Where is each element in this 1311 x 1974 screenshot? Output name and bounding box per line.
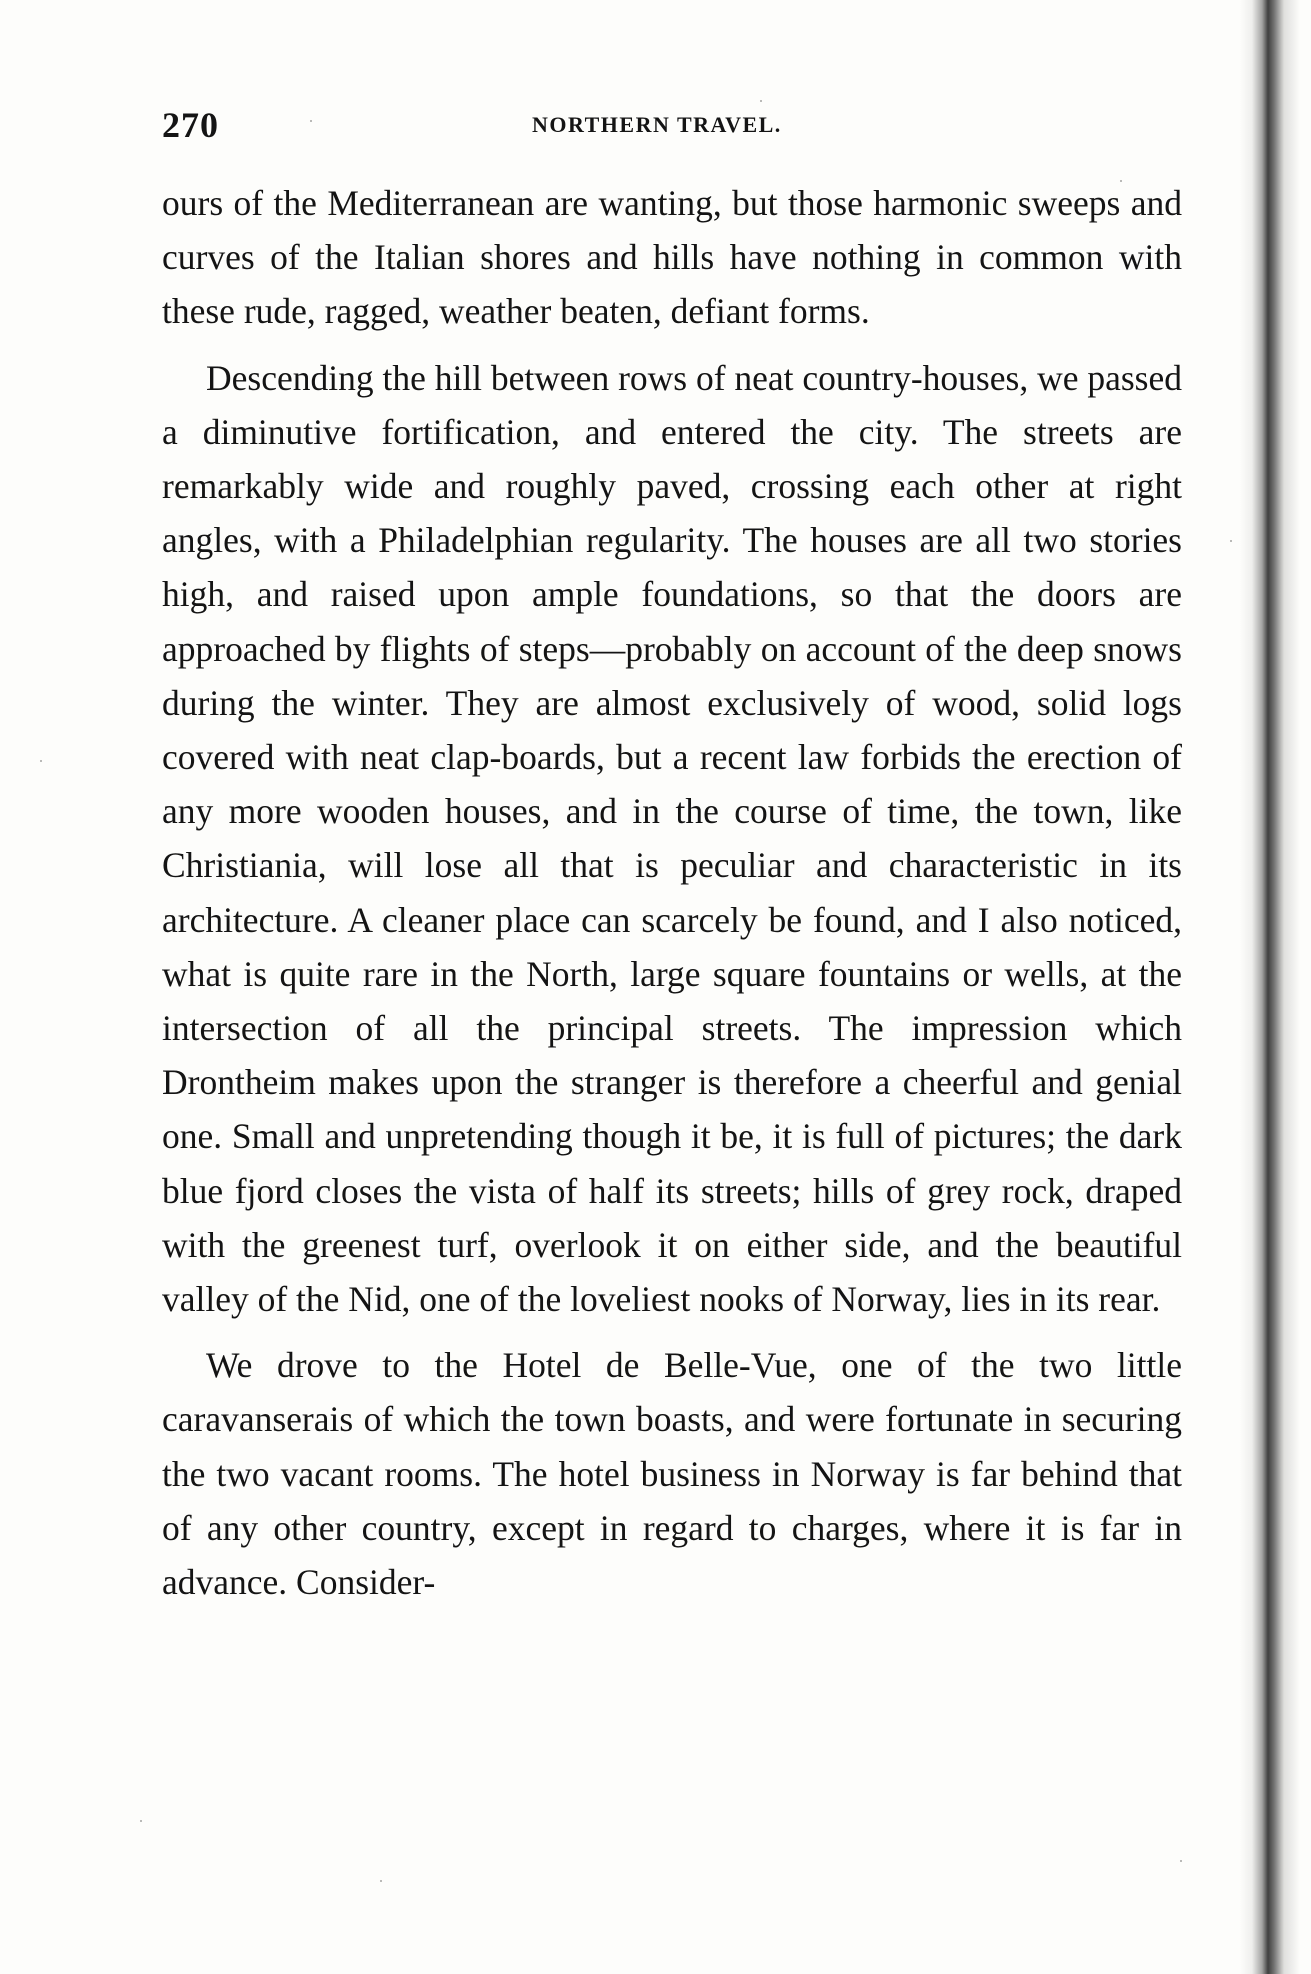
paper-speck — [1180, 1860, 1182, 1862]
paper-speck — [140, 1820, 142, 1822]
page-number: 270 — [162, 105, 219, 145]
paper-speck — [380, 1880, 382, 1882]
paper-speck — [760, 100, 762, 102]
paragraph-continued: ours of the Mediterranean are wanting, but those harmonic sweeps and curves of the Italian shores and hills have nothing in common with these rude, ragged, weather beaten, defiant forms. — [162, 183, 1182, 332]
paragraph-hotel: We drove to the Hotel de Belle-Vue, one of the two little caravanserais of which the town boasts, and were fortunate in securing the two vacant rooms. The hotel business in Norway is far behind that of any other country, except in regard to charges, where it is far in advance. Consider- — [162, 1345, 1182, 1603]
paper-speck — [310, 120, 312, 122]
body-text — [162, 176, 1182, 1609]
paper-speck — [1230, 540, 1232, 542]
binding-edge-shadow — [1240, 0, 1311, 1974]
paragraph-drontheim: Descending the hill between rows of neat country-houses, we passed a diminutive fortification, and entered the city. The streets are remarkably wide and roughly paved, crossing each other at right angles, with a Philadelphian regularity. The houses are all two stories high, and raised upon ample foundations, so that the doors are approached by flights of steps—probably on account of the deep snows during the winter. They are almost exclusively of wood, solid logs covered with neat clap-boards, but a recent law forbids the erection of any more wooden houses, and in the course of time, the town, like Christiania, will lose all that is peculiar and characteristic in its architecture. A cleaner place can scarcely be found, and I also noticed, what is quite rare in the North, large square fountains or wells, at the intersection of all the principal streets. The impression which Drontheim makes upon the stranger is therefore a cheerful and genial one. Small and unpretending though it be, it is full of pictures; the dark blue fjord closes the vista of half its streets; hills of grey rock, draped with the greenest turf, overlook it on either side, and the beautiful valley of the Nid, one of the loveliest nooks of Norway, lies in its rear. — [162, 357, 1182, 1320]
running-title: NORTHERN TRAVEL. — [532, 112, 782, 137]
running-head — [162, 104, 1182, 144]
paper-speck — [40, 760, 42, 762]
paper-speck — [1120, 180, 1122, 182]
